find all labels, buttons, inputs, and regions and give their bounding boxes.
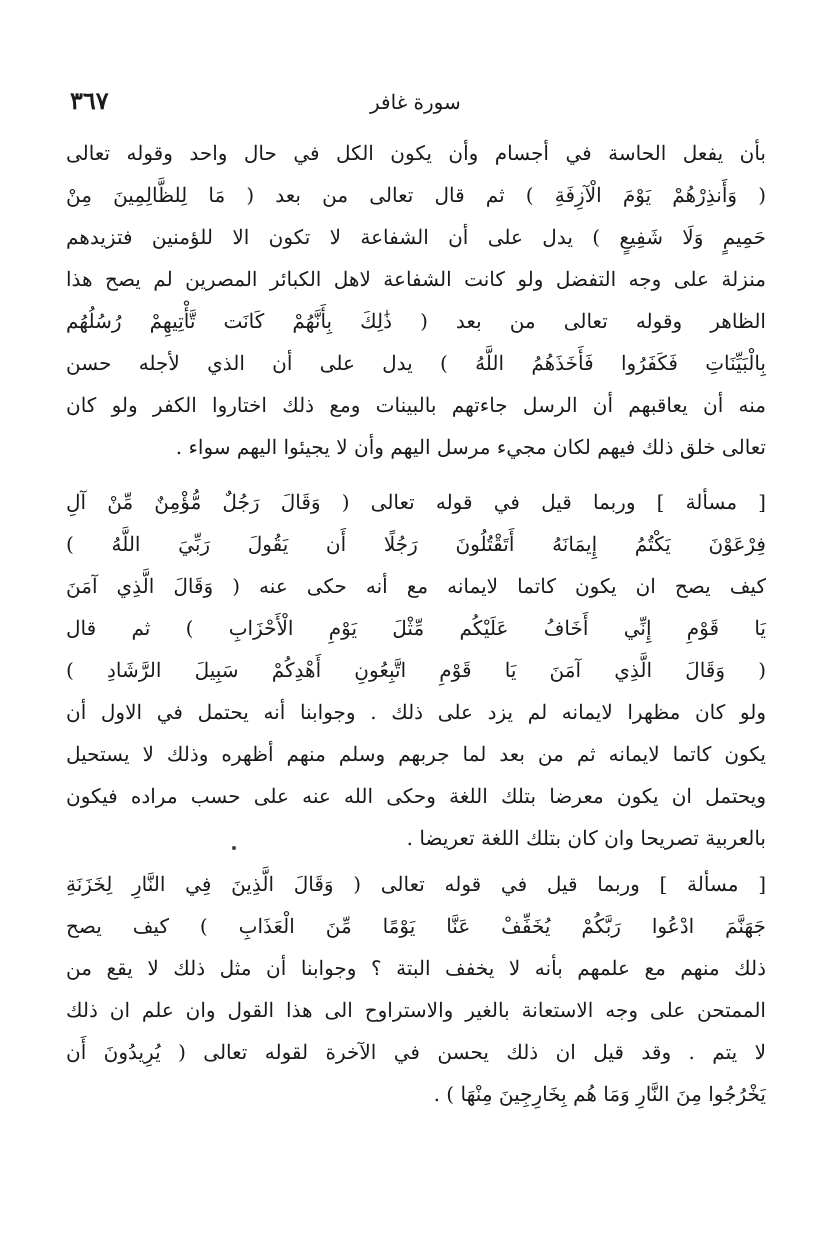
text-line: منزلة على وجه التفضل ولو كانت الشفاعة لاهل الكبائر المصرين لم يصح هذا — [66, 267, 766, 291]
text-line: الممتحن على وجه الاستعانة بالغير والاستراوح الى هذا القول وان علم ان ذلك — [66, 998, 766, 1022]
text-line: بأن يفعل الحاسة في أجسام وأن يكون الكل في حال واحد وقوله تعالى — [66, 141, 766, 165]
text-line: ولو كان مظهرا لايمانه لم يزد على ذلك . وجوابنا أنه يحتمل في الاول أن — [66, 700, 766, 724]
paragraph-3 — [66, 863, 766, 1115]
text-line: ويحتمل ان يكون معرضا بتلك اللغة وحكى الله عنه على حسب مراده فيكون — [66, 784, 766, 808]
text-line: يَخْرُجُوا مِنَ النَّارِ وَمَا هُم بِخَارِجِينَ مِنْهَا ) . — [433, 1082, 766, 1106]
text-line: بِالْبَيِّنَاتِ فَكَفَرُوا فَأَخَذَهُمُ اللَّهُ ) يدل على أن الذي لأجله حسن — [66, 351, 766, 375]
text-line: بالعربية تصريحا وان كان بتلك اللغة تعريضا . — [406, 826, 766, 850]
text-line: تعالى خلق ذلك فيهم لكان مجيء مرسل اليهم وأن لا يجيئوا اليهم سواء . — [175, 435, 766, 459]
paragraph-1 — [66, 132, 766, 468]
text-line: فِرْعَوْنَ يَكْتُمُ إِيمَانَهُ أَتَقْتُلُونَ رَجُلًا أَن يَقُولَ رَبِّيَ اللَّهُ ) — [66, 532, 766, 556]
text-line: يكون كاتما لايمانه ثم من بعد لما جربهم وسلم منهم أظهره وذلك لا يستحيل — [66, 742, 766, 766]
text-line: ( وَقَالَ الَّذِي آمَنَ يَا قَوْمِ اتَّبِعُونِ أَهْدِكُمْ سَبِيلَ الرَّشَادِ ) — [66, 658, 766, 682]
text-line: ( وَأَنذِرْهُمْ يَوْمَ الْآزِفَةِ ) ثم قال تعالى من بعد ( مَا لِلظَّالِمِينَ مِنْ — [66, 183, 766, 207]
text-line: [ مسألة ] وربما قيل في قوله تعالى ( وَقَالَ الَّذِينَ فِي النَّارِ لِخَزَنَةِ — [66, 872, 766, 896]
paragraph-2 — [66, 481, 766, 859]
ink-speck — [232, 846, 236, 850]
text-line: كيف يصح ان يكون كاتما لايمانه مع أنه حكى عنه ( وَقَالَ الَّذِي آمَنَ — [66, 574, 766, 598]
text-line: حَمِيمٍ وَلَا شَفِيعٍ ) يدل على أن الشفاعة لا تكون الا للؤمنين فتزيدهم — [66, 225, 766, 249]
text-line: جَهَنَّمَ ادْعُوا رَبَّكُمْ يُخَفِّفْ عَنَّا يَوْمًا مِّنَ الْعَذَابِ ) كيف يصح — [66, 914, 766, 938]
running-title: سورة غافر — [370, 90, 461, 114]
text-line: الظاهر وقوله تعالى من بعد ( ذَٰلِكَ بِأَنَّهُمْ كَانَت تَّأْتِيهِمْ رُسُلُهُم — [66, 309, 766, 333]
page-number: ٣٦٧ — [70, 86, 109, 115]
text-line: منه أن يعاقبهم أن الرسل جاءتهم بالبينات ومع ذلك اختاروا الكفر ولو كان — [66, 393, 766, 417]
text-line: [ مسألة ] وربما قيل في قوله تعالى ( وَقَالَ رَجُلٌ مُّؤْمِنٌ مِّنْ آلِ — [66, 490, 766, 514]
text-line: يَا قَوْمِ إِنِّي أَخَافُ عَلَيْكُم مِّثْلَ يَوْمِ الْأَحْزَابِ ) ثم قال — [66, 616, 766, 640]
page-header — [70, 86, 760, 120]
text-line: لا يتم . وقد قيل ان ذلك يحسن في الآخرة لقوله تعالى ( يُرِيدُونَ أَن — [66, 1040, 766, 1064]
text-line: ذلك منهم مع علمهم بأنه لا يخفف البتة ؟ وجوابنا أن مثل ذلك لا يقع من — [66, 956, 766, 980]
